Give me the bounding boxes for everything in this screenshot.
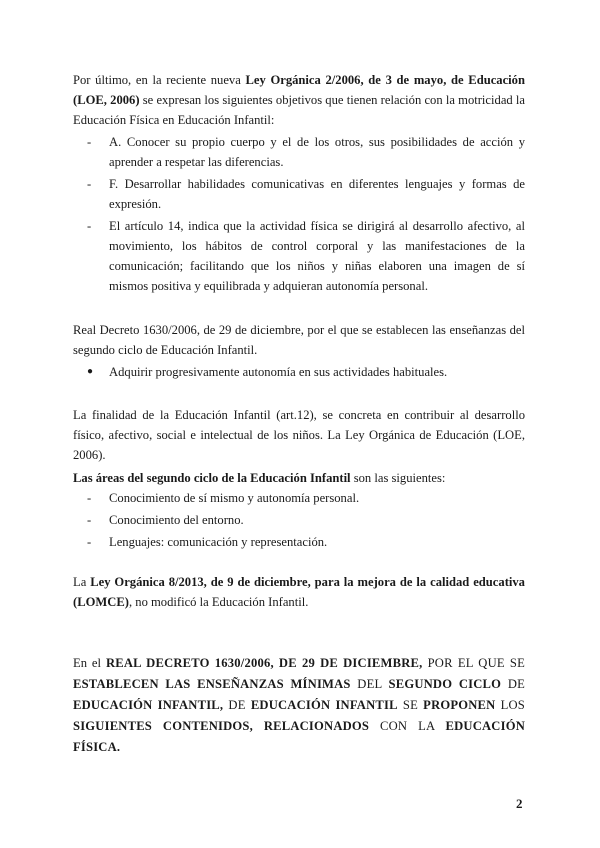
real-decreto-text: Real Decreto 1630/2006, de 29 de diciembre, por el que se establecen las enseñanzas del segundo ciclo de Educación Infantil. xyxy=(73,323,525,357)
contenidos-bold-8: EDUCACIÓN FÍSICA. xyxy=(73,719,525,754)
list-item-text: Conocimiento de sí mismo y autonomía personal. xyxy=(109,491,360,505)
lomce-text-1: La xyxy=(73,575,91,589)
contenidos-bold-3: SEGUNDO CICLO xyxy=(388,677,502,691)
contenidos-text-5: DE xyxy=(223,698,251,712)
page-number: 2 xyxy=(516,796,523,811)
areas-text: son las siguientes: xyxy=(350,471,446,485)
areas-heading: Las áreas del segundo ciclo de la Educación Infantil xyxy=(73,471,351,485)
lomce-text-2: , no modificó la Educación Infantil. xyxy=(128,595,309,609)
paragraph-lomce xyxy=(73,572,525,612)
contenidos-bold-4: EDUCACIÓN INFANTIL, xyxy=(73,698,224,712)
list-item-text: Adquirir progresivamente autonomía en sus actividades habituales. xyxy=(109,365,448,379)
list-item-text: El artículo 14, indica que la actividad física se dirigirá al desarrollo afectivo, al movimiento, los hábitos de control corporal y las manifestaciones de la comunicación; facilitando que los niños y niñas elaboren una imagen de sí mismos positiva y equilibrada y adquieran autonomía personal. xyxy=(109,219,525,293)
contenidos-text-2: POR EL QUE SE xyxy=(422,656,525,670)
objectives-list xyxy=(73,132,525,296)
contenidos-text-4: DE xyxy=(501,677,526,691)
contenidos-text-8: CON LA xyxy=(369,719,446,733)
list-item-text: Lenguajes: comunicación y representación. xyxy=(109,535,328,549)
loe-intro-text-1: Por último, en la reciente nueva xyxy=(73,73,246,87)
lomce-law-reference: Ley Orgánica 8/2013, de 9 de diciembre, para la mejora de la calidad educativa (LOMCE) xyxy=(73,575,525,609)
list-item-text: F. Desarrollar habilidades comunicativas en diferentes lenguajes y formas de expresión. xyxy=(109,177,525,211)
dash-marker: - xyxy=(87,535,92,549)
contenidos-bold-7: SIGUIENTES CONTENIDOS, RELACIONADOS xyxy=(73,719,370,733)
dash-marker: - xyxy=(87,177,92,191)
finalidad-text: La finalidad de la Educación Infantil (art.12), se concreta en contribuir al desarrollo físico, afectivo, social e intelectual de los niños. La Ley Orgánica de Educación (LOE, 2006). xyxy=(73,408,525,462)
paragraph-areas xyxy=(73,468,525,488)
paragraph-loe-intro xyxy=(73,70,525,130)
dash-marker: - xyxy=(87,513,92,527)
paragraph-finalidad xyxy=(73,405,525,465)
autonomy-list xyxy=(73,362,525,382)
list-item xyxy=(73,362,525,382)
dash-marker: - xyxy=(87,491,92,505)
list-item xyxy=(73,132,525,172)
contenidos-bold-6: PROPONEN xyxy=(423,698,496,712)
loe-law-reference: Ley Orgánica 2/2006, de 3 de mayo, de Educación (LOE, 2006) xyxy=(73,73,525,107)
list-item xyxy=(73,532,525,552)
dash-marker: - xyxy=(87,219,92,233)
paragraph-real-decreto xyxy=(73,320,525,360)
list-item xyxy=(73,174,525,214)
contenidos-text-3: DEL xyxy=(350,677,389,691)
list-item xyxy=(73,488,525,508)
dash-marker: - xyxy=(87,135,92,149)
contenidos-text-6: SE xyxy=(397,698,424,712)
contenidos-bold-5: EDUCACIÓN INFANTIL xyxy=(250,698,398,712)
contenidos-text-7: LOS xyxy=(495,698,526,712)
list-item xyxy=(73,216,525,296)
paragraph-contenidos xyxy=(73,653,525,758)
list-item-text: Conocimiento del entorno. xyxy=(109,513,244,527)
list-item xyxy=(73,510,525,530)
contenidos-bold-2: ESTABLECEN LAS ENSEÑANZAS MÍNIMAS xyxy=(73,677,351,691)
contenidos-text-1: En el xyxy=(73,656,106,670)
contenidos-bold-1: REAL DECRETO 1630/2006, DE 29 DE DICIEMBRE, xyxy=(105,656,423,670)
bullet-marker: ● xyxy=(87,366,94,377)
list-item-text: A. Conocer su propio cuerpo y el de los otros, sus posibilidades de acción y aprender a respetar las diferencias. xyxy=(109,135,525,169)
areas-list xyxy=(73,488,525,552)
loe-intro-text-2: se expresan los siguientes objetivos que tienen relación con la motricidad la Educación Física en Educación Infantil: xyxy=(73,93,526,127)
